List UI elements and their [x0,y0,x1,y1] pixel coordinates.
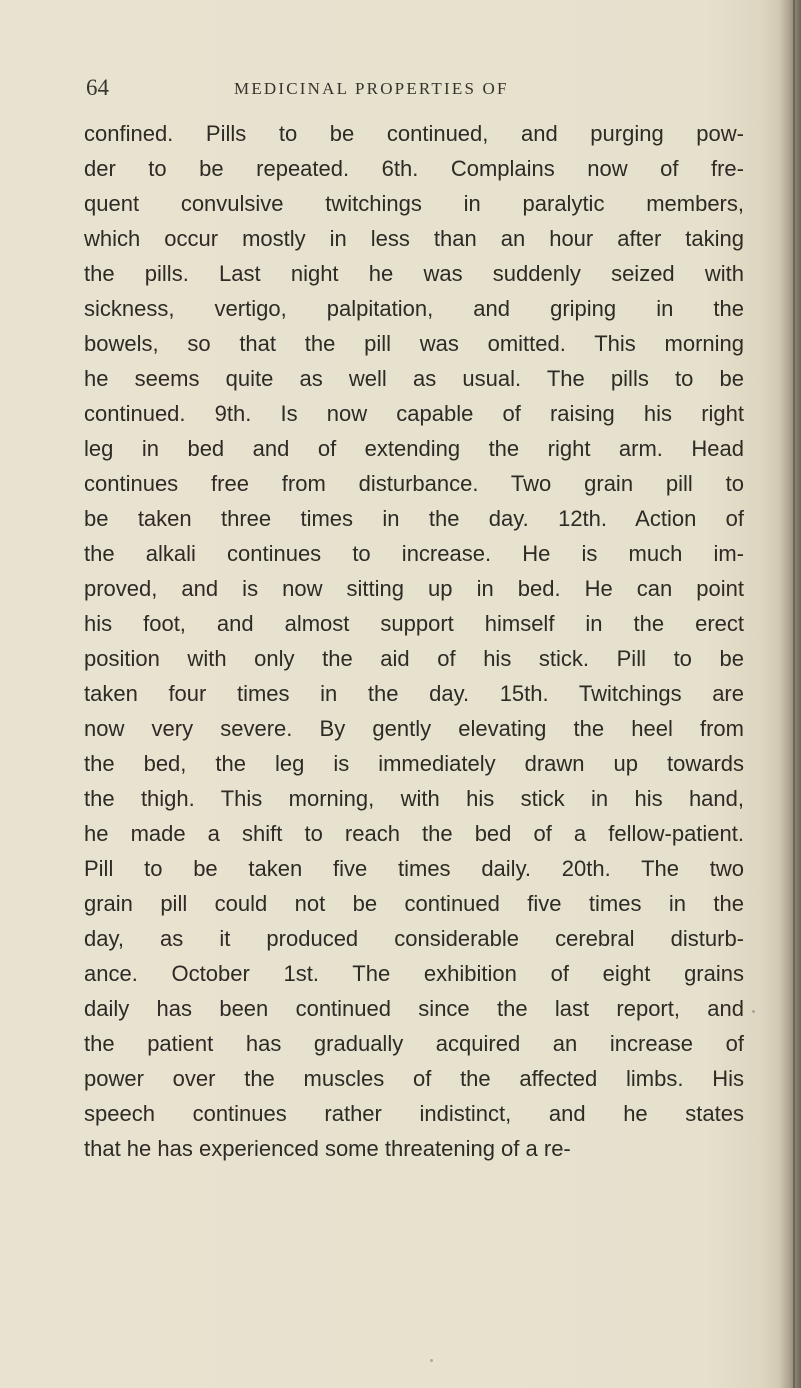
text-line: the patient has gradually acquired an increase of [84,1031,744,1056]
text-line: the alkali continues to increase. He is much im- [84,541,744,566]
page-binding-shadow [779,0,801,1388]
text-line: sickness, vertigo, palpitation, and griping in the [84,296,744,321]
body-text [84,116,744,1166]
text-line: his foot, and almost support himself in the erect [84,611,744,636]
text-line: grain pill could not be continued five times in the [84,891,744,916]
text-line: he seems quite as well as usual. The pills to be [84,366,744,391]
running-header [86,74,706,110]
text-line: daily has been continued since the last report, and [84,996,744,1021]
text-line: the bed, the leg is immediately drawn up towards [84,751,744,776]
text-line: now very severe. By gently elevating the heel from [84,716,744,741]
text-line: day, as it produced considerable cerebral disturb- [84,926,744,951]
text-line: speech continues rather indistinct, and he states [84,1101,744,1126]
text-line: taken four times in the day. 15th. Twitchings are [84,681,744,706]
text-line: he made a shift to reach the bed of a fellow-patient. [84,821,744,846]
text-line: position with only the aid of his stick. Pill to be [84,646,744,671]
text-line: leg in bed and of extending the right arm. Head [84,436,744,461]
text-line: der to be repeated. 6th. Complains now of fre- [84,156,744,181]
paper-speck [752,1010,755,1013]
text-line: ance. October 1st. The exhibition of eight grains [84,961,744,986]
text-line: continued. 9th. Is now capable of raising his right [84,401,744,426]
text-line: power over the muscles of the affected limbs. His [84,1066,744,1091]
text-line: proved, and is now sitting up in bed. He can point [84,576,744,601]
text-line: that he has experienced some threatening of a re- [84,1136,571,1161]
text-line: quent convulsive twitchings in paralytic members, [84,191,744,216]
text-line: the pills. Last night he was suddenly seized with [84,261,744,286]
text-line: Pill to be taken five times daily. 20th. The two [84,856,744,881]
page-binding-edge-line [793,0,795,1388]
text-line: which occur mostly in less than an hour after taking [84,226,744,251]
paper-speck [430,1359,433,1362]
running-title: MEDICINAL PROPERTIES OF [234,79,509,98]
text-line: bowels, so that the pill was omitted. This morning [84,331,744,356]
text-line: be taken three times in the day. 12th. Action of [84,506,744,531]
text-line: confined. Pills to be continued, and purging pow- [84,121,744,146]
text-line: continues free from disturbance. Two grain pill to [84,471,744,496]
page-number: 64 [86,75,109,100]
text-line: the thigh. This morning, with his stick in his hand, [84,786,744,811]
